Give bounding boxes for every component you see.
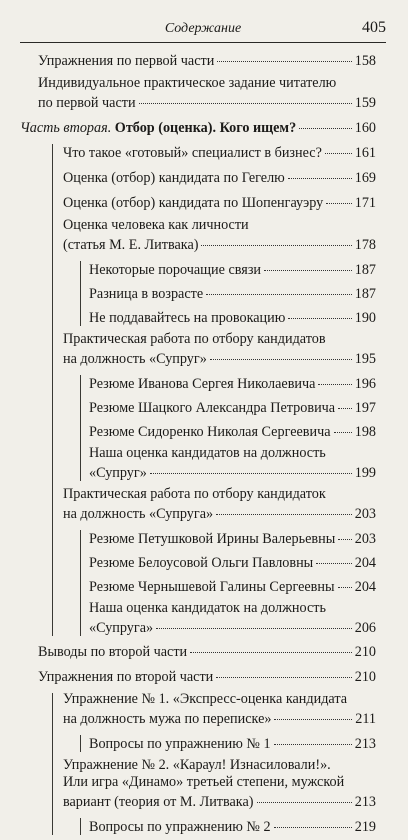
entry-page: 159 bbox=[354, 95, 376, 111]
entry-title: Разница в возрасте bbox=[89, 286, 204, 302]
entry-page: 203 bbox=[354, 506, 376, 522]
entry-title: Резюме Шацкого Александра Петровича bbox=[89, 400, 336, 416]
entry-title: Упражнения по первой части bbox=[38, 53, 215, 69]
entry-title: Некоторые порочащие связи bbox=[89, 262, 262, 278]
entry-title: на должность «Супруг» bbox=[63, 351, 207, 367]
entry-title: на должность «Супруга» bbox=[63, 506, 214, 522]
toc-entry bbox=[0, 117, 408, 137]
entry-title: по первой части bbox=[38, 95, 136, 111]
entry-title-line: Практическая работа по отбору кандидатов bbox=[63, 331, 326, 347]
toc-entry bbox=[0, 528, 408, 548]
entry-title: Оценка (отбор) кандидата по Гегелю bbox=[63, 170, 285, 186]
dot-leader bbox=[206, 280, 352, 295]
toc-entry bbox=[0, 641, 408, 661]
toc-entry bbox=[0, 259, 408, 279]
dot-leader bbox=[156, 614, 352, 629]
header-rule bbox=[20, 42, 386, 43]
part-label: Часть вторая. bbox=[20, 120, 112, 136]
toc-entry bbox=[0, 666, 408, 686]
entry-title-line: Индивидуальное практическое задание читателю bbox=[38, 75, 337, 91]
entry-title: (статья М. Е. Литвака) bbox=[63, 237, 199, 253]
entry-page: 210 bbox=[354, 644, 376, 660]
toc-entry bbox=[0, 167, 408, 187]
toc-entry bbox=[0, 757, 408, 811]
entry-title-line: Упражнение № 2. «Караул! Изнасиловали!». bbox=[63, 757, 331, 773]
toc-entry bbox=[0, 331, 408, 368]
toc-entry bbox=[0, 600, 408, 637]
group-bar bbox=[52, 693, 53, 835]
entry-page: 196 bbox=[354, 376, 376, 392]
dot-leader bbox=[288, 164, 352, 179]
dot-leader bbox=[338, 525, 351, 540]
dot-leader bbox=[264, 256, 352, 271]
group-bar bbox=[80, 261, 81, 326]
entry-title: Резюме Иванова Сергея Николаевича bbox=[89, 376, 316, 392]
dot-leader bbox=[216, 663, 351, 678]
group-bar bbox=[80, 375, 81, 481]
dot-leader bbox=[316, 549, 352, 564]
entry-page: 198 bbox=[354, 424, 376, 440]
entry-page: 199 bbox=[354, 465, 376, 481]
entry-title-line: Упражнение № 1. «Экспресс-оценка кандидата bbox=[63, 691, 348, 707]
dot-leader bbox=[201, 231, 351, 246]
toc-entry bbox=[0, 75, 408, 112]
entry-title: Оценка (отбор) кандидата по Шопенгауэру bbox=[63, 195, 324, 211]
entry-page: 211 bbox=[355, 711, 376, 727]
entry-title: Что такое «готовый» специалист в бизнес? bbox=[63, 145, 322, 161]
dot-leader bbox=[274, 705, 352, 720]
entry-title: Вопросы по упражнению № 2 bbox=[89, 819, 271, 835]
toc-entry bbox=[0, 142, 408, 162]
entry-title: Резюме Петушковой Ирины Валерьевны bbox=[89, 531, 336, 547]
entry-title: Резюме Сидоренко Николая Сергеевича bbox=[89, 424, 331, 440]
toc-entry bbox=[0, 733, 408, 753]
toc-entry bbox=[0, 816, 408, 836]
entry-title: вариант (теория от М. Литвака) bbox=[63, 794, 254, 810]
dot-leader bbox=[338, 394, 352, 409]
dot-leader bbox=[139, 89, 352, 104]
dot-leader bbox=[326, 189, 352, 204]
toc-entry bbox=[0, 50, 408, 70]
toc-entry bbox=[0, 445, 408, 482]
entry-title: Резюме Чернышевой Галины Сергеевны bbox=[89, 579, 335, 595]
dot-leader bbox=[274, 813, 352, 828]
entry-page: 195 bbox=[354, 351, 376, 367]
dot-leader bbox=[150, 459, 352, 474]
entry-page: 204 bbox=[354, 579, 376, 595]
dot-leader bbox=[217, 47, 351, 62]
entry-title: Резюме Белоусовой Ольги Павловны bbox=[89, 555, 314, 571]
entry-page: 197 bbox=[354, 400, 376, 416]
entry-page: 160 bbox=[354, 120, 376, 136]
toc-entry bbox=[0, 691, 408, 728]
dot-leader bbox=[318, 370, 351, 385]
entry-page: 219 bbox=[354, 819, 376, 835]
entry-title: Упражнения по второй части bbox=[38, 669, 214, 685]
running-header bbox=[20, 19, 386, 41]
toc-entry bbox=[0, 552, 408, 572]
entry-title: «Супруга» bbox=[89, 620, 154, 636]
group-bar bbox=[80, 530, 81, 636]
dot-leader bbox=[338, 573, 352, 588]
entry-page: 206 bbox=[354, 620, 376, 636]
part-title: Отбор (оценка). Кого ищем? bbox=[111, 120, 297, 136]
entry-title-line: Практическая работа по отбору кандидаток bbox=[63, 486, 326, 502]
entry-page: 171 bbox=[354, 195, 376, 211]
entry-title-line: Или игра «Динамо» третьей степени, мужской bbox=[63, 774, 345, 790]
entry-title: на должность мужа по переписке» bbox=[63, 711, 272, 727]
group-bar bbox=[80, 735, 81, 752]
group-bar bbox=[80, 818, 81, 835]
entry-page: 213 bbox=[354, 736, 376, 752]
table-of-contents bbox=[0, 50, 408, 840]
entry-page: 187 bbox=[354, 262, 376, 278]
dot-leader bbox=[325, 139, 352, 154]
entry-page: 161 bbox=[354, 145, 376, 161]
section-title: Содержание bbox=[164, 21, 242, 36]
toc-entry bbox=[0, 576, 408, 596]
entry-title: Выводы по второй части bbox=[38, 644, 188, 660]
dot-leader bbox=[210, 345, 352, 360]
entry-page: 187 bbox=[354, 286, 376, 302]
toc-entry bbox=[0, 307, 408, 327]
entry-page: 190 bbox=[354, 310, 376, 326]
entry-title-line: Наша оценка кандидатов на должность bbox=[89, 445, 326, 461]
entry-page: 204 bbox=[354, 555, 376, 571]
entry-page: 178 bbox=[354, 237, 376, 253]
dot-leader bbox=[299, 114, 352, 129]
entry-title: Вопросы по упражнению № 1 bbox=[89, 736, 271, 752]
dot-leader bbox=[274, 730, 352, 745]
toc-entry bbox=[0, 486, 408, 523]
entry-page: 158 bbox=[354, 53, 376, 69]
entry-page: 210 bbox=[354, 669, 376, 685]
entry-page: 169 bbox=[354, 170, 376, 186]
toc-entry bbox=[0, 283, 408, 303]
entry-page: 203 bbox=[354, 531, 376, 547]
dot-leader bbox=[334, 418, 352, 433]
entry-page: 213 bbox=[354, 794, 376, 810]
toc-entry bbox=[0, 421, 408, 441]
group-bar bbox=[52, 144, 53, 636]
dot-leader bbox=[257, 788, 352, 803]
entry-title: «Супруг» bbox=[89, 465, 147, 481]
dot-leader bbox=[216, 500, 352, 515]
toc-entry bbox=[0, 217, 408, 254]
toc-entry bbox=[0, 373, 408, 393]
entry-title-line: Оценка человека как личности bbox=[63, 217, 249, 233]
toc-entry bbox=[0, 397, 408, 417]
dot-leader bbox=[288, 304, 351, 319]
entry-title: Не поддавайтесь на провокацию bbox=[89, 310, 286, 326]
entry-title-line: Наша оценка кандидаток на должность bbox=[89, 600, 326, 616]
toc-entry bbox=[0, 192, 408, 212]
page-number: 405 bbox=[362, 19, 386, 36]
dot-leader bbox=[190, 638, 352, 653]
